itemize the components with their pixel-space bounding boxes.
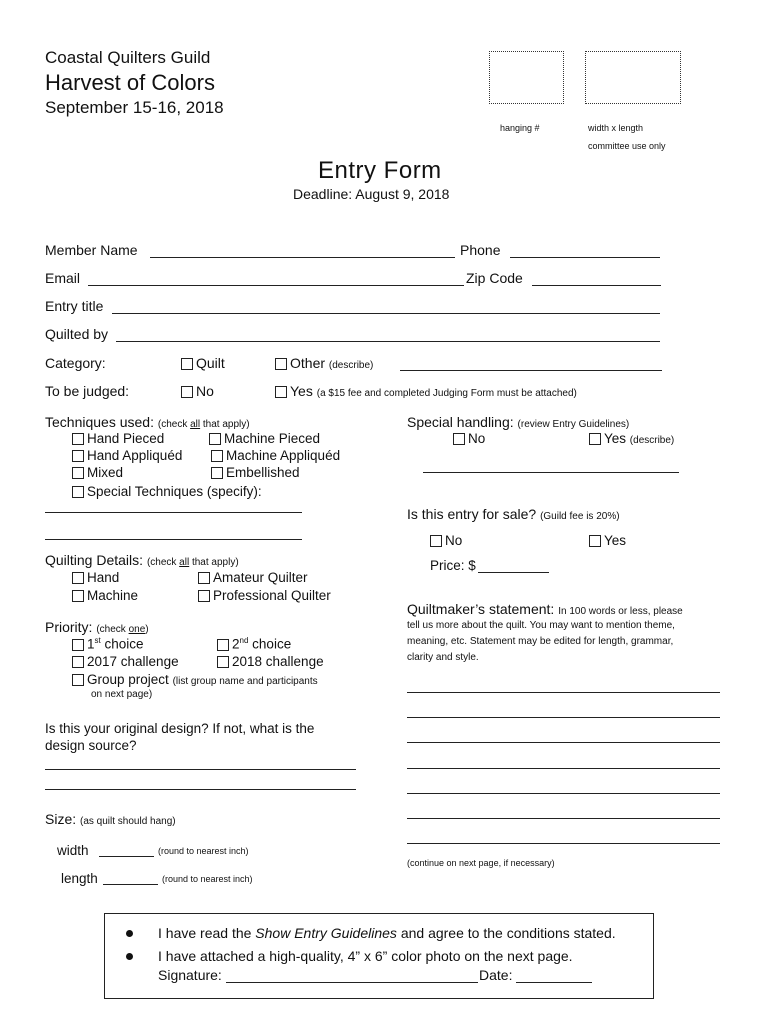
first-choice-sup: st: [94, 636, 101, 645]
member-name-label: Member Name: [45, 242, 138, 258]
special-handling-yes-option[interactable]: [589, 431, 674, 446]
quilting-heading: [45, 552, 239, 568]
email-label: Email: [45, 270, 81, 286]
machine-pieced-label: Machine Pieced: [224, 431, 321, 446]
zip-label: Zip Code: [466, 270, 523, 286]
techniques-note-pre: (check: [157, 419, 191, 430]
bullet-1: [126, 930, 133, 937]
second-choice-num: 2: [232, 636, 240, 652]
length-round-note: (round to nearest inch): [162, 874, 253, 884]
sale-question: [407, 506, 620, 522]
group-project-option[interactable]: [72, 672, 318, 687]
machine-appliqued-label: Machine Appliquéd: [226, 448, 341, 463]
size-heading-text: Size:: [45, 811, 77, 827]
statement-field-1[interactable]: [407, 692, 720, 693]
show-name: Harvest of Colors: [45, 70, 215, 95]
first-choice-option[interactable]: [72, 636, 144, 652]
group-project-checkbox[interactable]: [72, 674, 84, 686]
challenge-2018-label: 2018 challenge: [232, 654, 324, 669]
special-techniques-option[interactable]: [72, 484, 262, 499]
size-note: (as quilt should hang): [80, 816, 176, 827]
judged-note: (a $15 fee and completed Judging Form must be attached): [316, 388, 577, 399]
hand-pieced-option[interactable]: [72, 431, 164, 446]
bullet-2: [126, 953, 133, 960]
signature-field[interactable]: [226, 982, 478, 983]
quilting-machine-option[interactable]: [72, 588, 138, 603]
quilting-note-post: that apply): [189, 557, 239, 568]
statement-heading: [407, 601, 683, 617]
statement-field-4[interactable]: [407, 768, 720, 769]
sale-yes-label: Yes: [604, 533, 627, 548]
price-label: Price: $: [430, 558, 476, 573]
embellished-label: Embellished: [226, 465, 300, 480]
challenge-2018-option[interactable]: [217, 654, 324, 669]
hand-appliqued-option[interactable]: [72, 448, 182, 463]
quilted-by-field[interactable]: [116, 341, 660, 342]
professional-checkbox[interactable]: [198, 590, 210, 602]
category-quilt-option[interactable]: [181, 355, 225, 371]
special-handling-heading-text: Special handling:: [407, 414, 514, 430]
special-handling-yes-checkbox[interactable]: [589, 433, 601, 445]
statement-line-3: meaning, etc. Statement may be edited for length, grammar,: [407, 636, 674, 647]
priority-note-post: ): [145, 624, 149, 635]
priority-note-pre: (check: [96, 624, 129, 635]
quilting-note-pre: (check: [146, 557, 180, 568]
mixed-option[interactable]: [72, 465, 123, 480]
other-checkbox[interactable]: [275, 358, 287, 370]
priority-heading: [45, 619, 149, 635]
machine-pieced-option[interactable]: [209, 431, 320, 446]
length-label: length: [61, 871, 98, 886]
priority-heading-text: Priority:: [45, 619, 93, 635]
second-choice-option[interactable]: [217, 636, 291, 652]
challenge-2017-option[interactable]: [72, 654, 179, 669]
challenge-2017-checkbox[interactable]: [72, 656, 84, 668]
agreement-1-guidelines: Show Entry Guidelines: [255, 925, 397, 941]
quilting-hand-label: Hand: [87, 570, 120, 585]
sale-yes-checkbox[interactable]: [589, 535, 601, 547]
judged-yes-checkbox[interactable]: [275, 386, 287, 398]
first-choice-checkbox[interactable]: [72, 639, 84, 651]
other-describe-field[interactable]: [400, 370, 662, 371]
special-handling-no-label: No: [468, 431, 486, 446]
professional-label: Professional Quilter: [213, 588, 331, 603]
embellished-checkbox[interactable]: [211, 467, 223, 479]
techniques-heading: [45, 414, 250, 430]
sale-question-text: Is this entry for sale?: [407, 506, 537, 522]
judged-yes-label: Yes: [290, 383, 313, 399]
statement-line-1: In 100 words or less, please: [558, 606, 683, 617]
special-handling-heading: [407, 414, 629, 430]
form-title: Entry Form: [318, 157, 442, 184]
special-handling-no-checkbox[interactable]: [453, 433, 465, 445]
machine-pieced-checkbox[interactable]: [209, 433, 221, 445]
special-handling-no-option[interactable]: [453, 431, 485, 446]
hand-pieced-label: Hand Pieced: [87, 431, 165, 446]
entry-title-field[interactable]: [112, 313, 660, 314]
statement-field-2[interactable]: [407, 717, 720, 718]
size-box[interactable]: [585, 51, 681, 104]
second-choice-text: choice: [248, 636, 292, 652]
statement-heading-text: Quiltmaker’s statement:: [407, 601, 555, 617]
sale-no-option[interactable]: [430, 533, 462, 548]
judged-no-option[interactable]: [181, 383, 214, 399]
member-name-field[interactable]: [150, 257, 455, 258]
special-handling-describe: (describe): [629, 435, 675, 446]
judged-no-checkbox[interactable]: [181, 386, 193, 398]
special-techniques-field-1[interactable]: [45, 512, 302, 513]
size-label: width x length: [588, 123, 644, 133]
original-question-2: design source?: [45, 738, 137, 753]
quilting-machine-checkbox[interactable]: [72, 590, 84, 602]
special-techniques-field-2[interactable]: [45, 539, 302, 540]
quilting-heading-text: Quilting Details:: [45, 552, 144, 568]
statement-field-5[interactable]: [407, 793, 720, 794]
techniques-heading-text: Techniques used:: [45, 414, 154, 430]
special-handling-yes-label: Yes: [604, 431, 627, 446]
judged-no-label: No: [196, 383, 214, 399]
sale-note: (Guild fee is 20%): [540, 511, 620, 522]
zip-field[interactable]: [532, 285, 661, 286]
sale-no-checkbox[interactable]: [430, 535, 442, 547]
size-heading: [45, 811, 176, 827]
quilting-hand-option[interactable]: [72, 570, 119, 585]
quilted-by-label: Quilted by: [45, 326, 109, 342]
show-dates: September 15-16, 2018: [45, 98, 224, 117]
date-field[interactable]: [516, 982, 592, 983]
category-other-option[interactable]: [275, 355, 373, 371]
second-choice-sup: nd: [239, 636, 249, 645]
sale-no-label: No: [445, 533, 463, 548]
quilting-hand-checkbox[interactable]: [72, 572, 84, 584]
special-handling-field[interactable]: [423, 472, 679, 473]
quilt-label: Quilt: [196, 355, 225, 371]
challenge-2017-label: 2017 challenge: [87, 654, 179, 669]
special-techniques-label: Special Techniques (specify):: [87, 484, 262, 499]
length-field[interactable]: [103, 884, 158, 885]
statement-line-2: tell us more about the quilt. You may want to mention theme,: [407, 620, 675, 631]
email-field[interactable]: [88, 285, 464, 286]
amateur-checkbox[interactable]: [198, 572, 210, 584]
agreement-1-post: and agree to the conditions stated.: [396, 925, 616, 941]
hand-pieced-checkbox[interactable]: [72, 433, 84, 445]
statement-continue-note: (continue on next page, if necessary): [407, 858, 555, 868]
width-field[interactable]: [99, 856, 154, 857]
special-techniques-checkbox[interactable]: [72, 486, 84, 498]
group-project-note-2: on next page): [91, 689, 153, 700]
techniques-note-post: that apply): [200, 419, 250, 430]
hand-appliqued-checkbox[interactable]: [72, 450, 84, 462]
statement-line-4: clarity and style.: [407, 652, 479, 663]
hand-appliqued-label: Hand Appliquéd: [87, 448, 183, 463]
signature-label: Signature:: [158, 967, 222, 983]
amateur-option[interactable]: [198, 570, 308, 585]
techniques-note-all: all: [190, 419, 201, 430]
professional-option[interactable]: [198, 588, 331, 603]
sale-yes-option[interactable]: [589, 533, 626, 548]
group-project-note: (list group name and participants: [172, 676, 318, 687]
machine-appliqued-option[interactable]: [211, 448, 340, 463]
other-describe-note: (describe): [328, 360, 374, 371]
original-question-1: Is this your original design? If not, what is the: [45, 721, 315, 736]
statement-field-6[interactable]: [407, 818, 720, 819]
quilting-note-all: all: [179, 557, 190, 568]
mixed-label: Mixed: [87, 465, 124, 480]
embellished-option[interactable]: [211, 465, 300, 480]
agreement-line-2: I have attached a high-quality, 4” x 6” color photo on the next page.: [158, 948, 573, 964]
judged-label: To be judged:: [45, 383, 130, 399]
second-choice-checkbox[interactable]: [217, 639, 229, 651]
first-choice-text: choice: [100, 636, 144, 652]
agreement-line-1: [158, 925, 616, 941]
price-field[interactable]: [478, 572, 549, 573]
amateur-label: Amateur Quilter: [213, 570, 308, 585]
width-round-note: (round to nearest inch): [158, 846, 249, 856]
mixed-checkbox[interactable]: [72, 467, 84, 479]
design-source-field-2[interactable]: [45, 789, 356, 790]
quilt-checkbox[interactable]: [181, 358, 193, 370]
entry-title-label: Entry title: [45, 298, 104, 314]
judged-yes-option[interactable]: [275, 383, 577, 399]
machine-appliqued-checkbox[interactable]: [211, 450, 223, 462]
width-label: width: [57, 843, 89, 858]
deadline: Deadline: August 9, 2018: [293, 186, 450, 202]
date-label: Date:: [479, 967, 513, 983]
special-handling-note: (review Entry Guidelines): [517, 419, 630, 430]
design-source-field-1[interactable]: [45, 769, 356, 770]
challenge-2018-checkbox[interactable]: [217, 656, 229, 668]
hanging-label: hanging #: [500, 123, 540, 133]
org-name: Coastal Quilters Guild: [45, 48, 211, 67]
statement-field-7[interactable]: [407, 843, 720, 844]
committee-label: committee use only: [588, 141, 666, 151]
group-project-label: Group project: [87, 672, 169, 687]
agreement-1-pre: I have read the: [158, 925, 256, 941]
category-label: Category:: [45, 355, 106, 371]
statement-field-3[interactable]: [407, 742, 720, 743]
first-choice-num: 1: [87, 636, 95, 652]
quilting-machine-label: Machine: [87, 588, 139, 603]
hanging-number-box[interactable]: [489, 51, 564, 104]
priority-note-one: one: [128, 624, 146, 635]
other-label: Other: [290, 355, 326, 371]
phone-label: Phone: [460, 242, 501, 258]
phone-field[interactable]: [510, 257, 660, 258]
